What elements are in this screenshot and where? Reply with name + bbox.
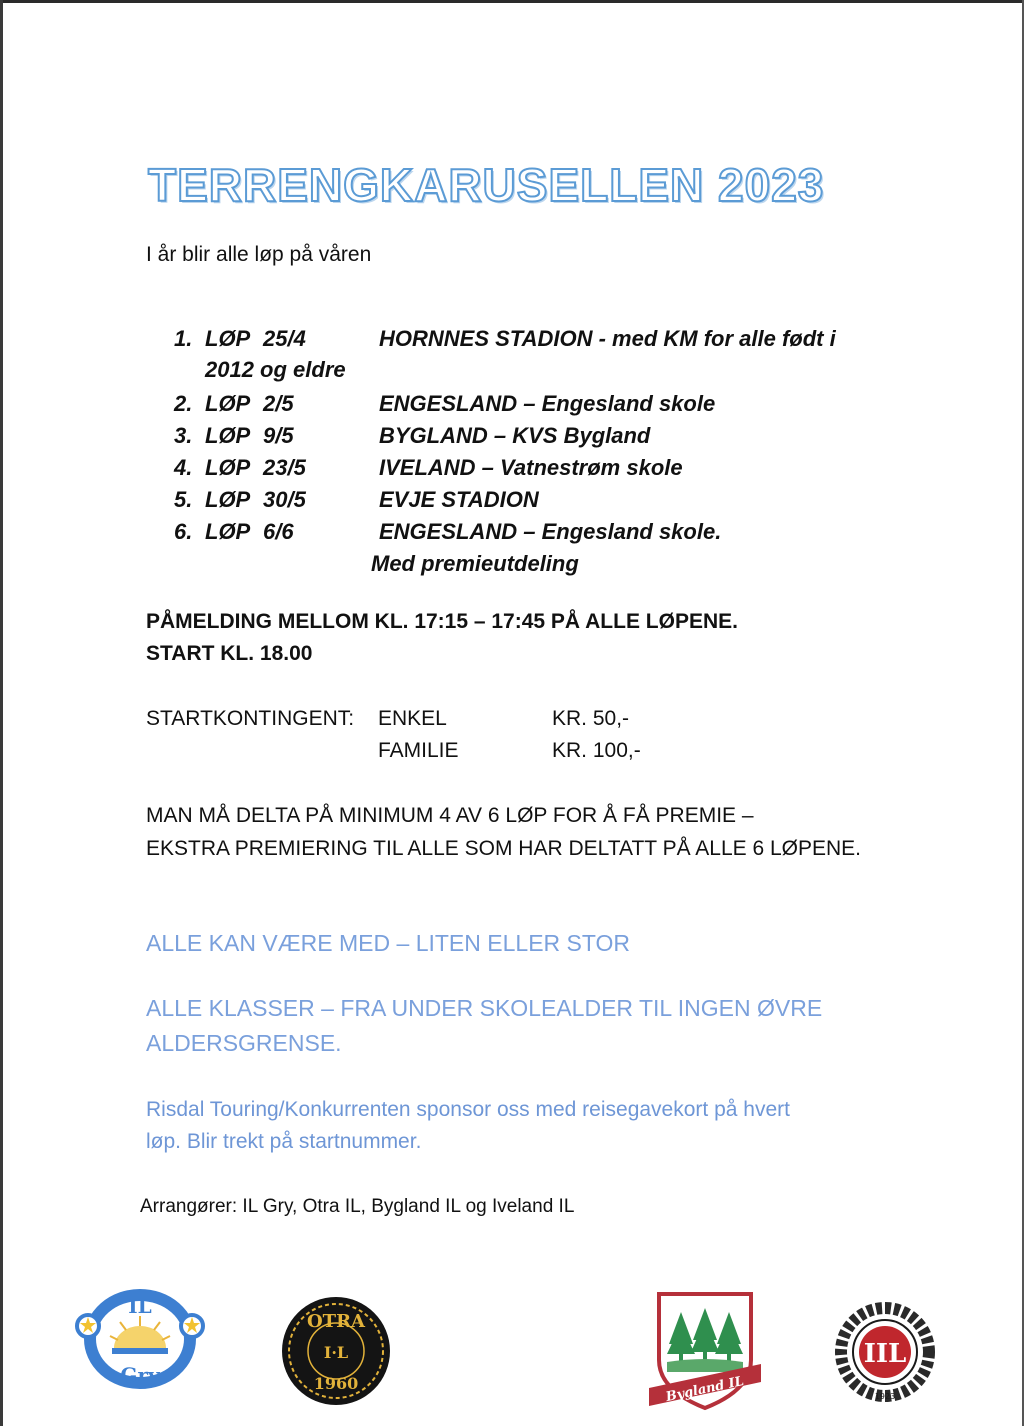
race-place: HORNNES STADION - med KM for alle født i <box>379 326 836 351</box>
race-number: 6. <box>174 519 193 544</box>
il-gry-logo <box>70 1286 210 1392</box>
sponsor-info: Risdal Touring/Konkurrenten sponsor oss med reisegavekort på hvert <box>146 1098 790 1121</box>
race-date: 2/5 <box>263 391 294 416</box>
fee-price: KR. 100,- <box>552 739 641 762</box>
race-label: LØP <box>205 455 251 480</box>
race-number: 5. <box>174 487 193 512</box>
race-number: 2. <box>174 391 193 416</box>
otra-bottom-text: 1960 <box>313 1374 359 1393</box>
otra-top-text: OTRA <box>307 1311 365 1332</box>
scan-edge-left <box>0 0 3 1426</box>
race-place: IVELAND – Vatnestrøm skole <box>379 455 683 480</box>
rules-line: EKSTRA PREMIERING TIL ALLE SOM HAR DELTATT PÅ ALLE 6 LØPENE. <box>146 837 862 860</box>
race-date: 23/5 <box>263 455 306 480</box>
race-place: EVJE STADION <box>379 487 539 512</box>
race-date: 9/5 <box>263 423 294 448</box>
rules-line: MAN MÅ DELTA PÅ MINIMUM 4 AV 6 LØP FOR Å FÅ PREMIE – <box>146 804 754 827</box>
iveland-year: 1923 <box>874 1392 896 1401</box>
registration-time: PÅMELDING MELLOM KL. 17:15 – 17:45 PÅ ALLE LØPENE. <box>146 610 738 633</box>
iveland-monogram: IIL <box>863 1339 907 1369</box>
everyone-welcome: ALLE KAN VÆRE MED – LITEN ELLER STOR <box>146 930 631 956</box>
race-place: ENGESLAND – Engesland skole. <box>379 519 722 544</box>
scan-edge-top <box>0 0 1024 3</box>
race-label: LØP <box>205 391 251 416</box>
race-place: BYGLAND – KVS Bygland <box>379 423 651 448</box>
classes-info: ALLE KLASSER – FRA UNDER SKOLEALDER TIL INGEN ØVRE <box>146 995 823 1021</box>
bygland-banner-text: Bygland IL <box>664 1373 746 1406</box>
race-number: 3. <box>174 423 193 448</box>
race-place: ENGESLAND – Engesland skole <box>379 391 716 416</box>
fee-type: ENKEL <box>378 707 447 730</box>
race-date: 25/4 <box>263 326 306 351</box>
race-note: Med premieutdeling <box>371 551 579 576</box>
race-label: LØP <box>205 423 251 448</box>
start-time: START KL. 18.00 <box>146 642 313 665</box>
subtitle: I år blir alle løp på våren <box>146 243 372 266</box>
fee-label: STARTKONTINGENT: <box>146 707 355 730</box>
race-number: 4. <box>174 455 193 480</box>
race-continuation: 2012 og eldre <box>205 357 346 382</box>
otra-il-logo <box>280 1295 392 1407</box>
page-title: TERRENGKARUSELLEN 2023 <box>148 159 825 211</box>
fee-type: FAMILIE <box>378 739 459 762</box>
gry-bottom-text: Gry <box>120 1363 160 1387</box>
gry-top-text: IL <box>128 1294 152 1318</box>
iveland-il-logo <box>830 1302 940 1404</box>
race-date: 30/5 <box>263 487 306 512</box>
sponsor-info: løp. Blir trekt på startnummer. <box>146 1130 422 1153</box>
otra-middle-text: I·L <box>323 1343 349 1362</box>
classes-info: ALDERSGRENSE. <box>146 1030 342 1056</box>
race-date: 6/6 <box>263 519 294 544</box>
race-number: 1. <box>174 326 193 351</box>
bygland-il-logo <box>645 1290 765 1412</box>
race-label: LØP <box>205 487 251 512</box>
race-label: LØP <box>205 519 251 544</box>
fee-price: KR. 50,- <box>552 707 630 730</box>
organizers: Arrangører: IL Gry, Otra IL, Bygland IL og Iveland IL <box>140 1196 575 1217</box>
race-label: LØP <box>205 326 251 351</box>
